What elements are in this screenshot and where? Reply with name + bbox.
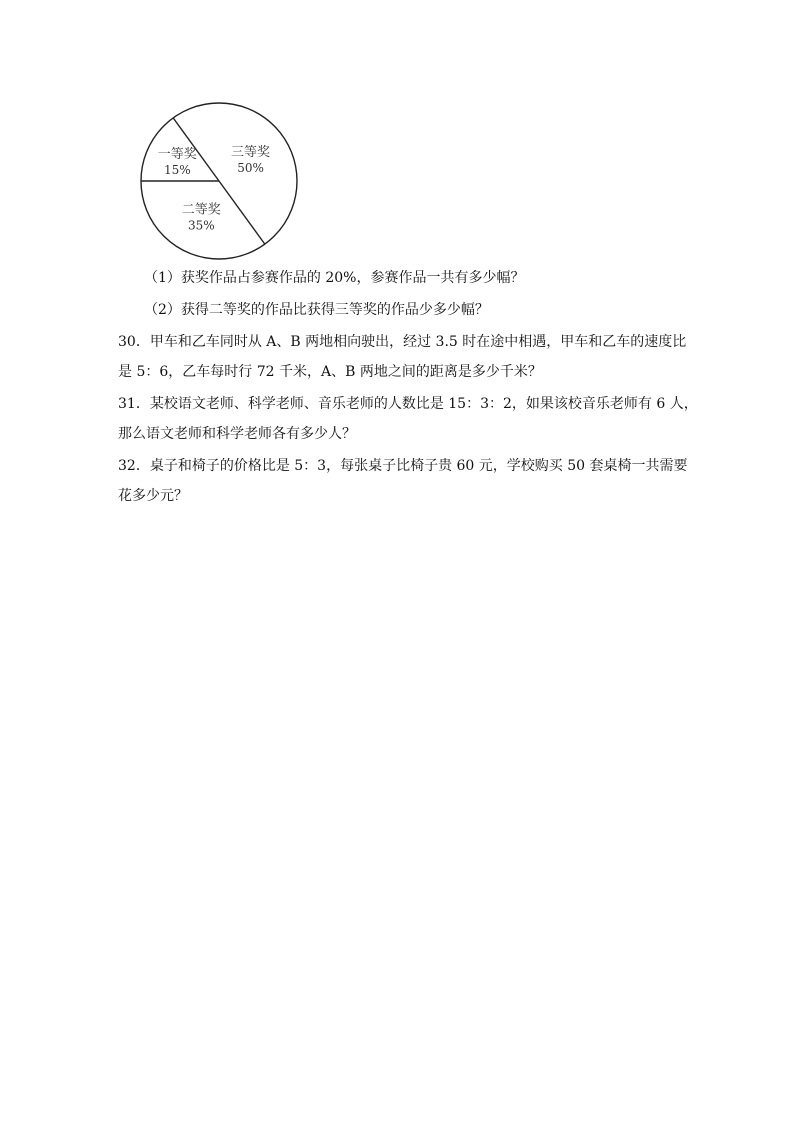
pie-slice-value: 15%: [163, 162, 191, 177]
pie-slice-value: 50%: [237, 161, 264, 176]
pie-slice-boundary: [219, 181, 265, 244]
pie-slice-value: 35%: [187, 218, 215, 233]
question-30-line-1: 30．甲车和乙车同时从 A、B 两地相向驶出，经过 3.5 时在途中相遇，甲车和乙车的速度比: [118, 334, 687, 350]
question-29-part-2: （2）获得二等奖的作品比获得三等奖的作品少多少幅？: [144, 302, 489, 318]
question-31-line-2: 那么语文老师和科学老师各有多少人？: [118, 426, 356, 442]
pie-slice-label: 一等奖: [157, 146, 197, 162]
question-32-line-1: 32．桌子和椅子的价格比是 5：3，每张桌子比椅子贵 60 元，学校购买 50 套桌椅一共需要: [118, 458, 688, 474]
question-30-line-2: 是 5：6，乙车每时行 72 千米，A、B 两地之间的距离是多少千米？: [118, 364, 542, 380]
question-29-part-1: （1）获奖作品占参赛作品的 20%，参赛作品一共有多少幅？: [144, 270, 525, 286]
question-32-line-2: 花多少元？: [118, 488, 188, 504]
pie-chart: [137, 101, 301, 261]
pie-slice-label: 二等奖: [181, 202, 221, 218]
pie-slice-label: 三等奖: [231, 145, 271, 161]
question-31-line-1: 31．某校语文老师、科学老师、音乐老师的人数比是 15：3：2，如果该校音乐老师有 6 人，: [118, 396, 698, 412]
